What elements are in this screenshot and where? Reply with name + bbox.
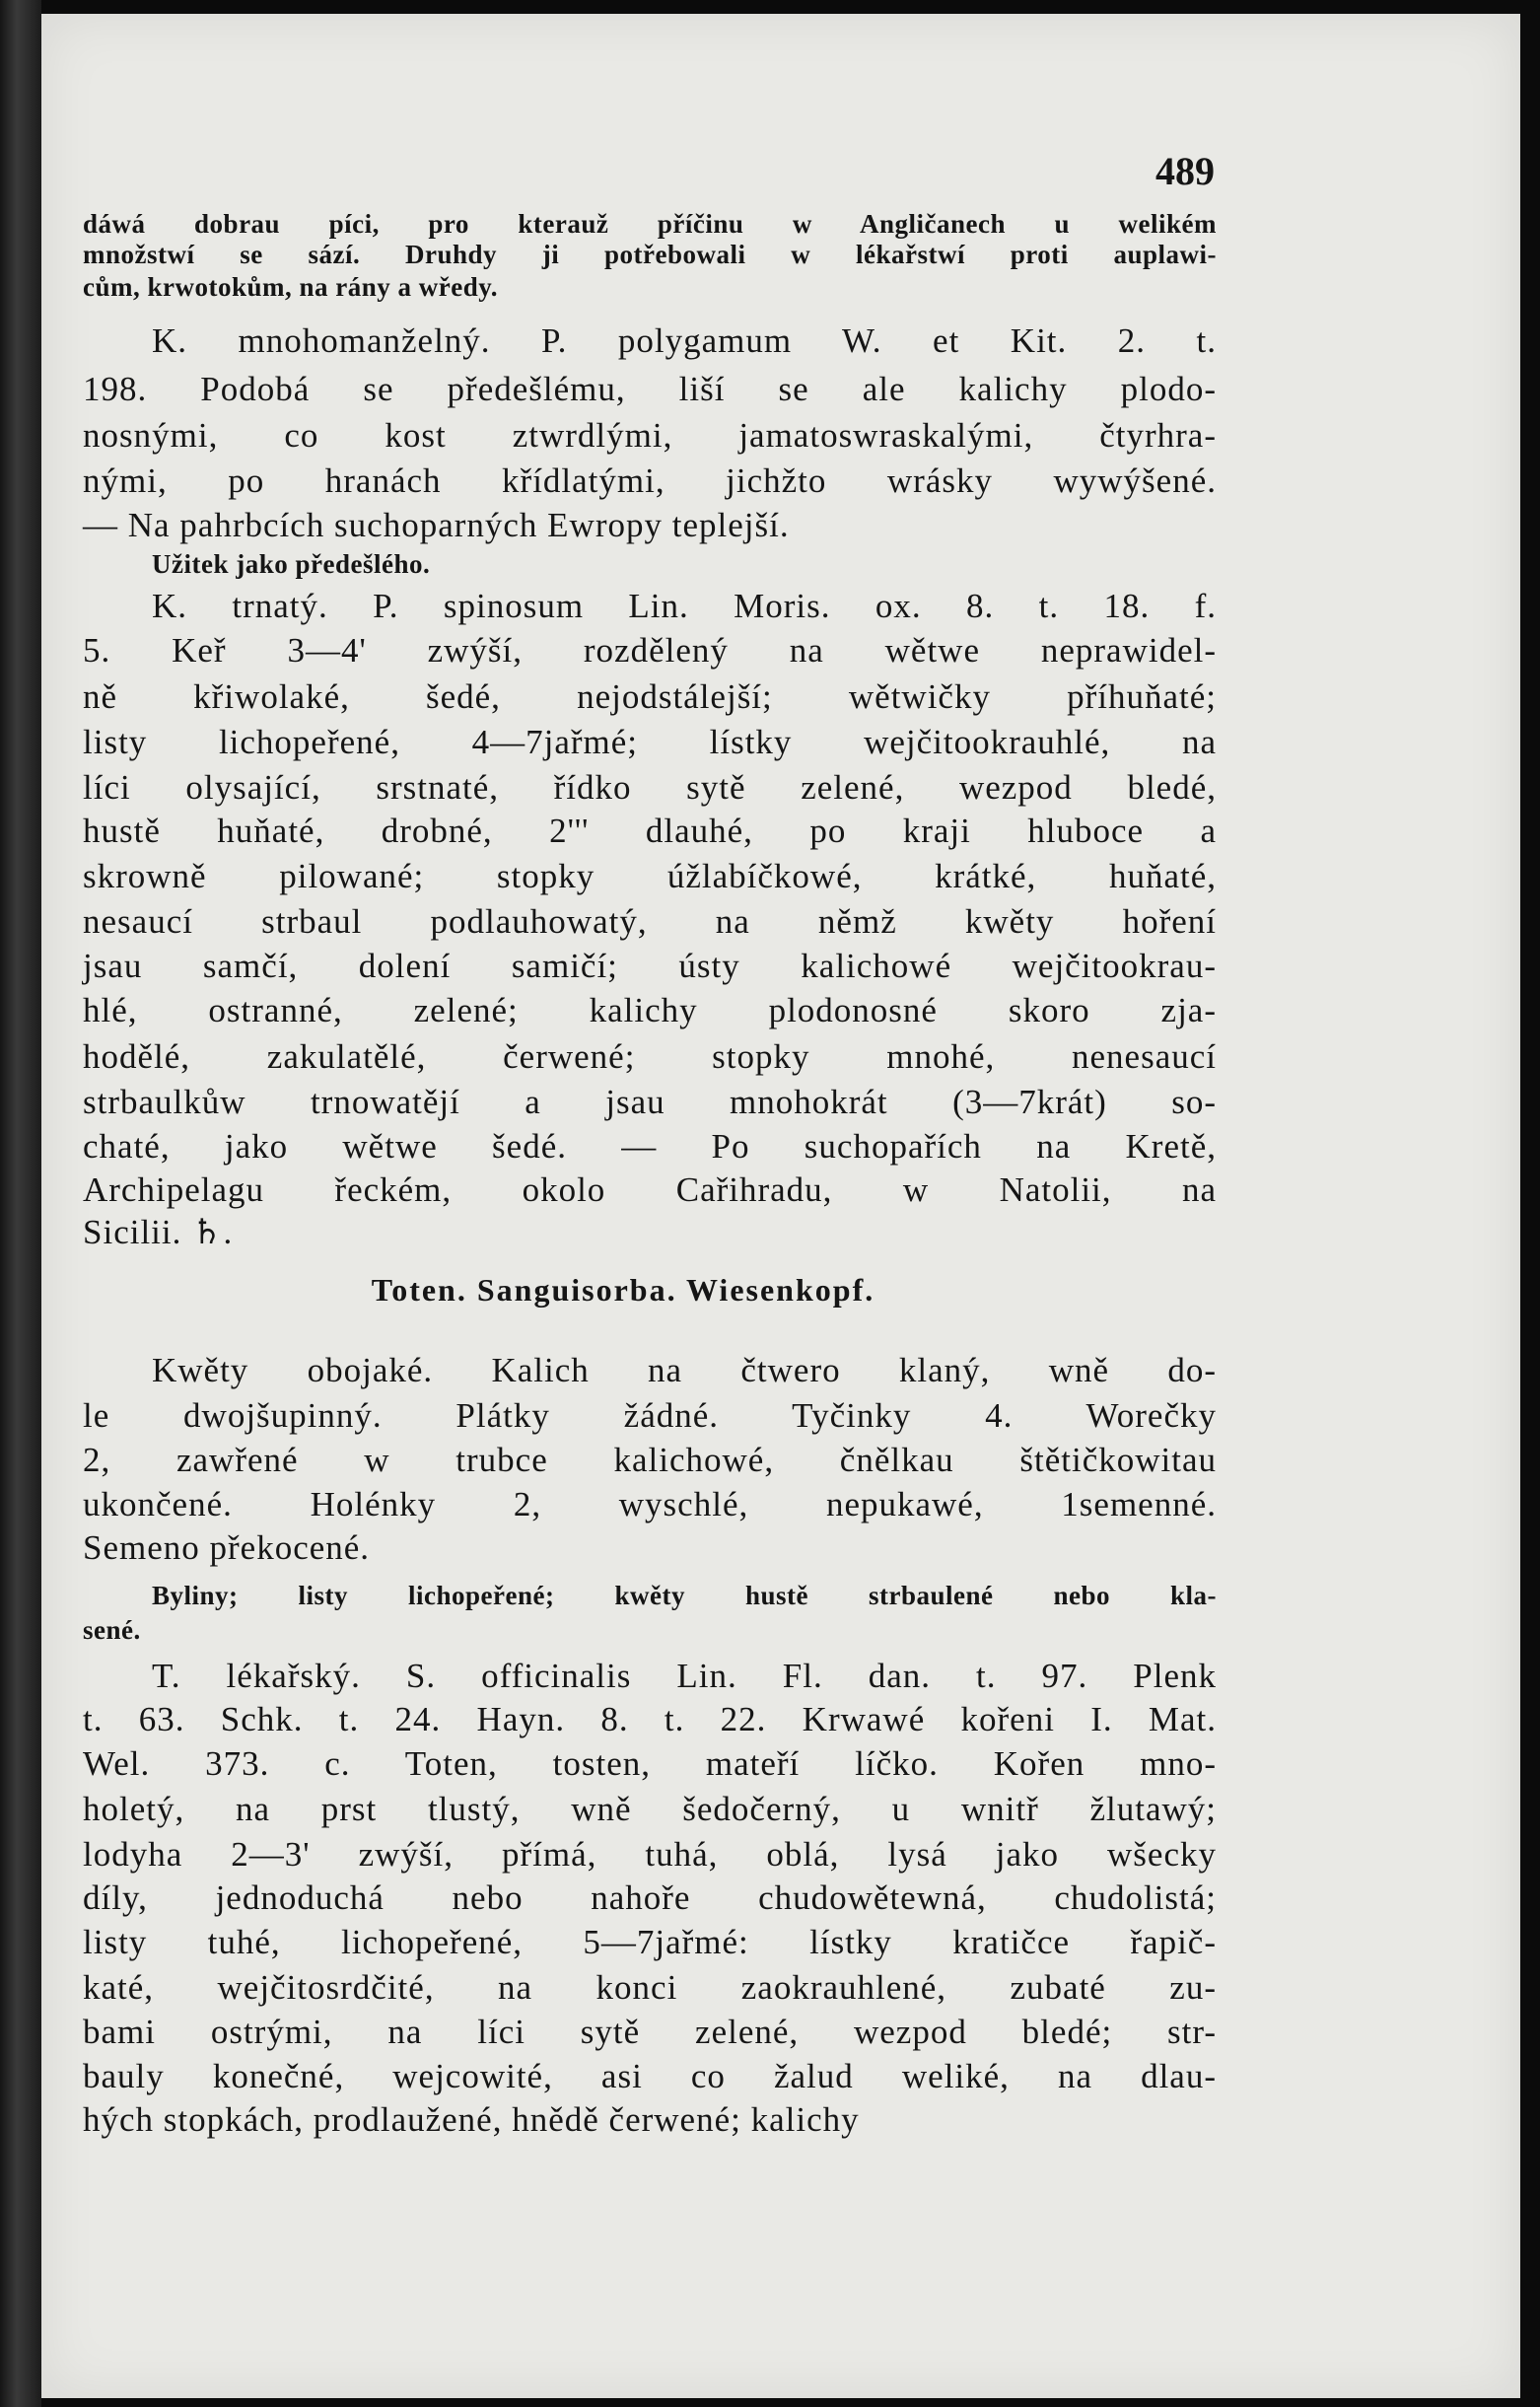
text-line: Wel. 373. c. Toten, tosten, mateří líčko. Kořen mno-: [83, 1744, 1217, 1783]
text-line: chaté, jako wětwe šedé. — Po suchopařích na Kretě,: [83, 1127, 1217, 1166]
text-line: jsau samčí, dolení samičí; ústy kalichowé wejčitookrau-: [83, 947, 1217, 985]
text-line: líci olysající, srstnaté, řídko sytě zelené, wezpod bledé,: [83, 768, 1217, 807]
text-line: listy lichopeřené, 4—7jařmé; lístky wejčitookrauhlé, na: [83, 723, 1217, 761]
text-line: Užitek jako předešlého.: [152, 549, 431, 579]
text-line: — Na pahrbcích suchoparných Ewropy teplejší.: [83, 506, 790, 544]
text-line: cům, krwotokům, na rány a wředy.: [83, 272, 499, 302]
text-line: skrowně pilowané; stopky úžlabíčkowé, krátké, huňaté,: [83, 857, 1217, 895]
text-line: K. mnohomanželný. P. polygamum W. et Kit. 2. t.: [152, 321, 1217, 360]
text-line: množstwí se sází. Druhdy ji potřebowali w lékařstwí proti auplawi-: [83, 240, 1217, 269]
text-line: hustě huňaté, drobné, 2''' dlauhé, po kraji hluboce a: [83, 812, 1217, 850]
text-line: t. 63. Schk. t. 24. Hayn. 8. t. 22. Krwawé kořeni I. Mat.: [83, 1700, 1217, 1738]
text-line: bami ostrými, na líci sytě zelené, wezpod bledé; str-: [83, 2013, 1217, 2051]
text-line: Toten. Sanguisorba. Wiesenkopf.: [371, 1272, 875, 1308]
text-line: hých stopkách, prodlaužené, hnědě čerwené; kalichy: [83, 2100, 860, 2139]
text-line: nesaucí strbaul podlauhowatý, na němž kwěty hoření: [83, 902, 1217, 941]
text-line: Kwěty obojaké. Kalich na čtwero klaný, wně do-: [152, 1351, 1217, 1389]
text-line: lodyha 2—3' zwýší, přímá, tuhá, oblá, lysá jako wšecky: [83, 1835, 1217, 1874]
text-line: ně křiwolaké, šedé, nejodstálejší; wětwičky příhuňaté;: [83, 677, 1217, 716]
text-line: Semeno překocené.: [83, 1528, 371, 1567]
text-line: listy tuhé, lichopeřené, 5—7jařmé: lístky kratičce řapič-: [83, 1923, 1217, 1961]
text-line: nými, po hranách křídlatými, jichžto wrásky wywýšené.: [83, 461, 1217, 500]
text-line: le dwojšupinný. Plátky žádné. Tyčinky 4. Worečky: [83, 1396, 1217, 1435]
text-line: hlé, ostranné, zelené; kalichy plodonosné skoro zja-: [83, 991, 1217, 1029]
text-line: díly, jednoduchá nebo nahoře chudowětewná, chudolistá;: [83, 1878, 1217, 1917]
text-line: holetý, na prst tlustý, wně šedočerný, u wnitř žlutawý;: [83, 1790, 1217, 1828]
text-line: nosnými, co kost ztwrdlými, jamatoswraskalými, čtyrhra-: [83, 416, 1217, 455]
text-line: 198. Podobá se předešlému, liší se ale kalichy plodo-: [83, 370, 1217, 408]
book-page: [41, 14, 1520, 2398]
text-line: ukončené. Holénky 2, wyschlé, nepukawé, 1semenné.: [83, 1485, 1217, 1523]
text-line: 2, zawřené w trubce kalichowé, čnělkau štětičkowitau: [83, 1441, 1217, 1479]
text-line: Byliny; listy lichopeřené; kwěty hustě strbaulené nebo kla-: [152, 1581, 1217, 1610]
book-left-edge: [0, 0, 41, 2407]
page-number: 489: [1155, 149, 1215, 193]
text-line: bauly konečné, wejcowité, asi co žalud weliké, na dlau-: [83, 2057, 1217, 2095]
text-line: hodělé, zakulatělé, čerwené; stopky mnohé, nenesaucí: [83, 1037, 1217, 1076]
text-line: Sicilii. ♄.: [83, 1213, 234, 1251]
text-line: dáwá dobrau píci, pro kterauž příčinu w Angličanech u welikém: [83, 209, 1217, 239]
text-line: katé, wejčitosrdčité, na konci zaokrauhlené, zubaté zu-: [83, 1968, 1217, 2007]
text-line: strbaulkůw trnowatějí a jsau mnohokrát (3—7krát) so-: [83, 1083, 1217, 1121]
text-line: T. lékařský. S. officinalis Lin. Fl. dan. t. 97. Plenk: [152, 1657, 1217, 1695]
text-line: 5. Keř 3—4' zwýší, rozdělený na wětwe neprawidel-: [83, 631, 1217, 670]
text-line: K. trnatý. P. spinosum Lin. Moris. ox. 8. t. 18. f.: [152, 587, 1217, 625]
text-line: Archipelagu řeckém, okolo Cařihradu, w Natolii, na: [83, 1170, 1217, 1209]
text-line: sené.: [83, 1615, 141, 1645]
